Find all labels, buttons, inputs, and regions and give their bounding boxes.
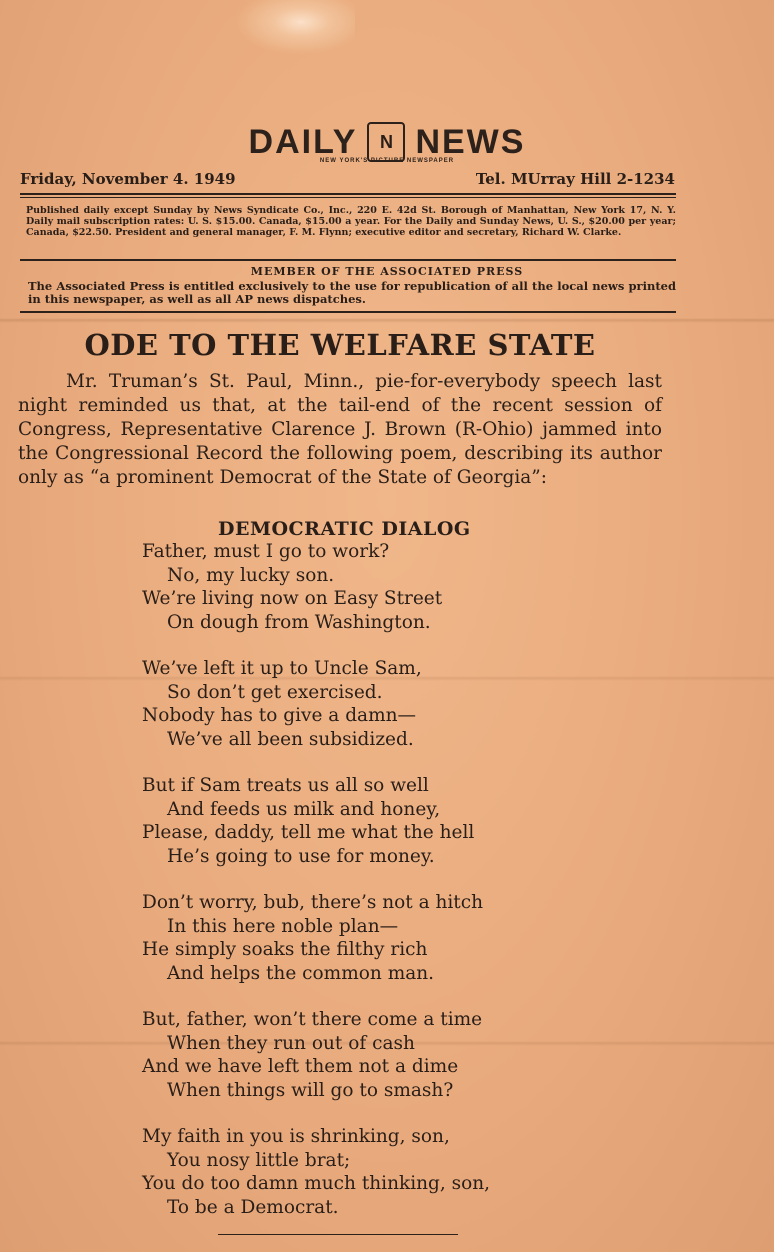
issue-date: Friday, November 4. 1949 (20, 170, 236, 188)
poem-line: And we have left them not a dime (142, 1056, 459, 1077)
poem-line: We’re living now on Easy Street (142, 588, 443, 609)
divider (20, 311, 676, 313)
poem-line: You do too damn much thinking, son, (142, 1173, 491, 1194)
poem-line: And feeds us milk and honey, (167, 798, 441, 820)
poem-line: But, father, won’t there come a time (142, 1009, 483, 1030)
poem-line: We’ve all been subsidized. (167, 728, 414, 750)
end-rule (218, 1234, 458, 1235)
poem-line: He’s going to use for money. (167, 845, 435, 867)
paper-tear (235, 0, 355, 55)
masthead-subline: NEW YORK'S PICTURE NEWSPAPER (319, 158, 455, 164)
masthead-left-word: DAILY (248, 122, 358, 161)
masthead-emblem-icon: N (367, 122, 405, 162)
divider (20, 197, 676, 198)
poem-line: No, my lucky son. (167, 564, 335, 586)
poem-line: But if Sam treats us all so well (142, 775, 429, 796)
dateline (20, 170, 675, 188)
lede-paragraph: Mr. Truman’s St. Paul, Minn., pie-for-everybody speech last night reminded us that, at the tail-end of the recent session of Congress, Representative Clarence J. Brown (R-Ohio) jammed into the Congressional Record the following poem, describing its author only as “a prominent Democrat of the State of Georgia”: (18, 371, 662, 488)
article-lede (18, 370, 662, 490)
poem-line: To be a Democrat. (167, 1196, 339, 1218)
telephone: Tel. MUrray Hill 2-1234 (475, 170, 675, 188)
stanza (142, 540, 490, 634)
divider (20, 259, 676, 261)
poem-line: When things will go to smash? (167, 1079, 454, 1101)
poem-line: In this here noble plan— (167, 915, 399, 937)
ap-notice: The Associated Press is entitled exclusively to the use for republication of all the local news printed in this newspaper, as well as all AP news dispatches. (28, 279, 676, 306)
poem-line: So don’t get exercised. (167, 681, 383, 703)
stanza (142, 774, 490, 868)
poem-line: Please, daddy, tell me what the hell (142, 822, 475, 843)
poem-line: And helps the common man. (167, 962, 435, 984)
poem-title: DEMOCRATIC DIALOG (218, 518, 471, 540)
poem-line: Nobody has to give a damn— (142, 705, 417, 726)
article-headline: ODE TO THE WELFARE STATE (84, 328, 596, 362)
stanza (142, 657, 490, 751)
ap-heading: MEMBER OF THE ASSOCIATED PRESS (250, 265, 524, 278)
poem-line: Father, must I go to work? (142, 541, 390, 562)
stanza (142, 891, 490, 985)
poem-line: On dough from Washington. (167, 611, 431, 633)
poem-line: Don’t worry, bub, there’s not a hitch (142, 892, 484, 913)
masthead-right-word: NEWS (415, 122, 526, 161)
publication-info: Published daily except Sunday by News Syndicate Co., Inc., 220 E. 42d St. Borough of Manhattan, New York 17, N. Y. Daily mail subscription rates: U. S. $15.00. Canada, $15.00 a year. For the Daily and Sunday News, U. S., $20.00 per year; Canada, $22.50. President and general manager, F. M. Flynn; executive editor and secretary, Richard W. Clarke. (26, 205, 676, 238)
stanza (142, 1125, 490, 1219)
poem-line: When they run out of cash (167, 1032, 415, 1054)
poem-line: You nosy little brat; (167, 1149, 351, 1171)
masthead (0, 122, 774, 164)
divider (20, 193, 676, 195)
poem (142, 540, 490, 1242)
poem-line: He simply soaks the filthy rich (142, 939, 428, 960)
masthead-row (0, 122, 774, 162)
poem-line: My faith in you is shrinking, son, (142, 1126, 450, 1147)
poem-line: We’ve left it up to Uncle Sam, (142, 658, 422, 679)
stanza (142, 1008, 490, 1102)
